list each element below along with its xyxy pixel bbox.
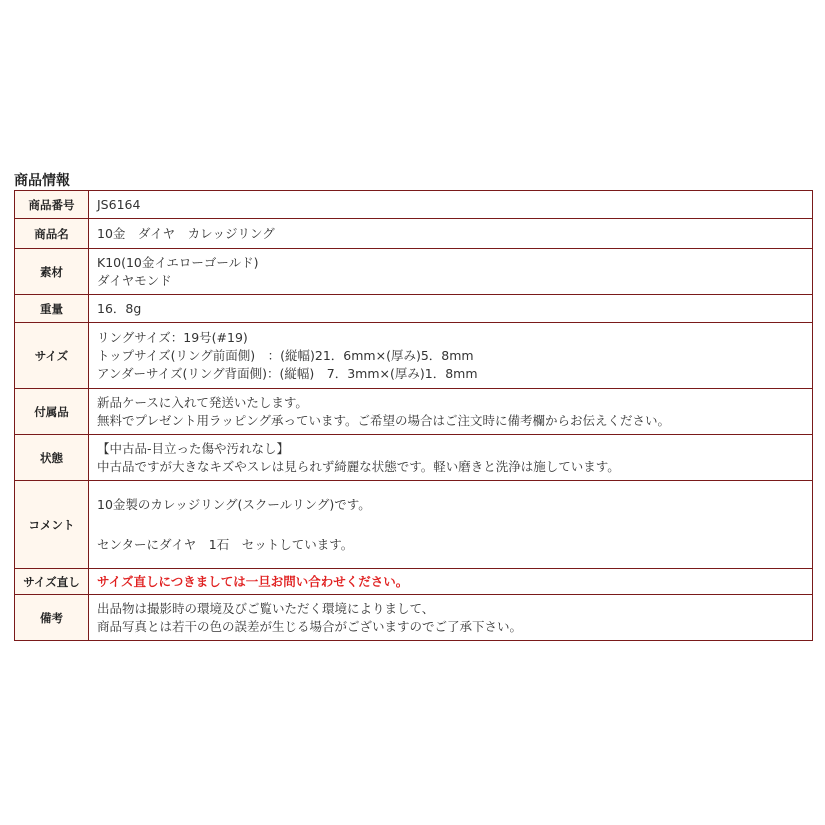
row-resize [15,569,813,595]
product-info-table [14,190,813,641]
size-line-2: トップサイズ(リング前面側) ：(縦幅)21．6mm×(厚み)5．8mm [97,347,474,363]
label-material: 素材 [15,249,89,295]
value-product-name [89,219,813,249]
value-resize [89,569,813,595]
label-condition: 状態 [15,435,89,481]
label-product-name: 商品名 [15,219,89,249]
row-product-code [15,191,813,219]
label-comment: コメント [15,481,89,569]
weight-value: 16．8g [97,300,142,316]
comment-line-2 [97,515,804,535]
label-notes: 備考 [15,595,89,641]
resize-notice: サイズ直しにつきましては一旦お問い合わせください。 [97,573,409,589]
value-notes [89,595,813,641]
row-notes [15,595,813,641]
row-material [15,249,813,295]
material-line-2: ダイヤモンド [97,272,172,288]
value-product-code [89,191,813,219]
section-title: 商品情報 [14,173,70,189]
label-weight: 重量 [15,295,89,323]
value-comment [89,481,813,569]
value-condition [89,435,813,481]
value-accessory [89,389,813,435]
comment-line-1: 10金製のカレッジリング(スクールリング)です。 [97,496,371,512]
label-product-code: 商品番号 [15,191,89,219]
value-size [89,323,813,389]
condition-line-2: 中古品ですが大きなキズやスレは見られず綺麗な状態です。軽い磨きと洗浄は施しています。 [97,458,620,474]
notes-line-1: 出品物は撮影時の環境及びご覧いただく環境によりまして、 [97,600,435,616]
material-line-1: K10(10金イエローゴールド) [97,254,259,270]
row-product-name [15,219,813,249]
row-comment [15,481,813,569]
value-material [89,249,813,295]
size-line-3: アンダーサイズ(リング背面側)：(縦幅) 7．3mm×(厚み)1．8mm [97,365,478,381]
accessory-line-2: 無料でプレゼント用ラッピング承っています。ご希望の場合はご注文時に備考欄からお伝えください。 [97,412,671,428]
label-resize: サイズ直し [15,569,89,595]
condition-line-1: 【中古品-目立った傷や汚れなし】 [97,440,290,456]
row-accessory [15,389,813,435]
product-name-value: 10金 ダイヤ カレッジリング [97,225,275,241]
value-weight [89,295,813,323]
row-weight [15,295,813,323]
row-size [15,323,813,389]
notes-line-2: 商品写真とは若干の色の誤差が生じる場合がございますのでご了承下さい。 [97,618,523,634]
row-condition [15,435,813,481]
label-size: サイズ [15,323,89,389]
comment-line-3: センターにダイヤ 1石 セットしています。 [97,536,354,552]
label-accessory: 付属品 [15,389,89,435]
size-line-1: リングサイズ：19号(#19) [97,329,248,345]
product-code-value: JS6164 [97,196,141,212]
accessory-line-1: 新品ケースに入れて発送いたします。 [97,394,308,410]
